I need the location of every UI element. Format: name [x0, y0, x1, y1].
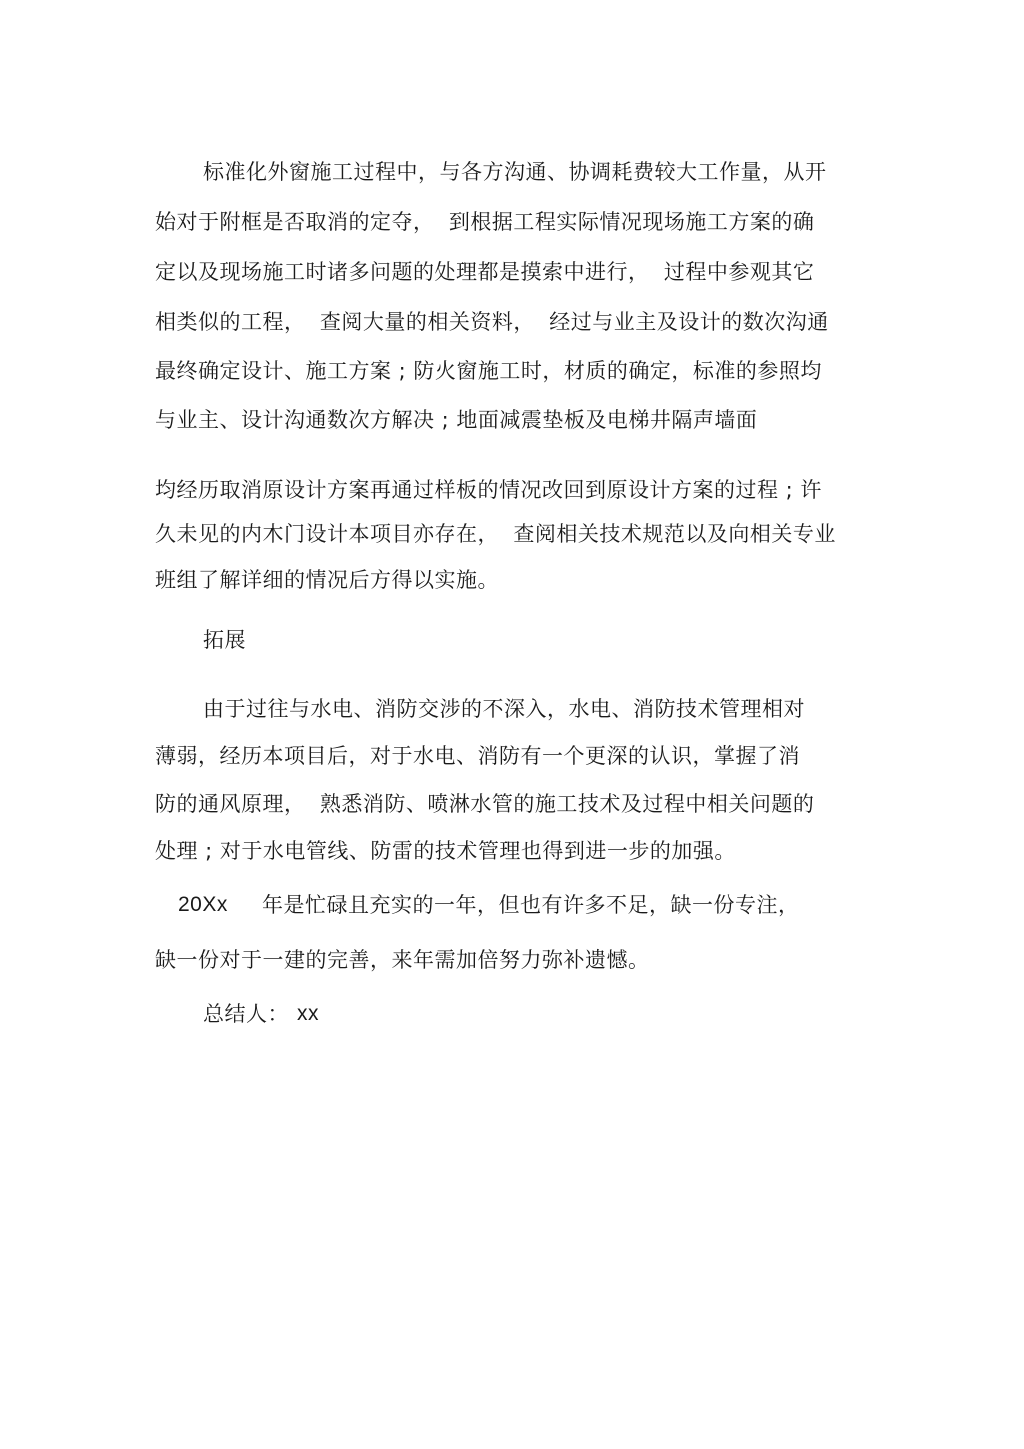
paragraph-1-line-4: 相类似的工程， 查阅大量的相关资料， 经过与业主及设计的数次沟通: [155, 310, 829, 334]
paragraph-2-line-3: 班组了解详细的情况后方得以实施。: [155, 568, 499, 592]
paragraph-1-line-6: 与业主、设计沟通数次方解决 ; 地面减震垫板及电梯井隔声墙面: [155, 408, 758, 432]
signature-name: xx: [297, 1002, 319, 1025]
paragraph-1-line-5: 最终确定设计、施工方案 ; 防火窗施工时，材质的确定，标准的参照均: [155, 359, 822, 383]
section-heading-expand: 拓展: [203, 628, 246, 652]
paragraph-1-line-3: 定以及现场施工时诸多问题的处理都是摸索中进行， 过程中参观其它: [155, 260, 815, 284]
paragraph-3-line-4: 处理 ; 对于水电管线、防雷的技术管理也得到进一步的加强。: [155, 839, 736, 863]
paragraph-3-line-3: 防的通风原理， 熟悉消防、喷淋水管的施工技术及过程中相关问题的: [155, 792, 815, 816]
paragraph-2-line-2: 久未见的内木门设计本项目亦存在， 查阅相关技术规范以及向相关专业: [155, 522, 836, 546]
paragraph-3-line-1: 由于过往与水电、消防交涉的不深入，水电、消防技术管理相对: [203, 697, 805, 721]
paragraph-2-line-1: 均经历取消原设计方案再通过样板的情况改回到原设计方案的过程 ; 许: [155, 478, 822, 502]
paragraph-4-line-1: 年是忙碌且充实的一年，但也有许多不足，缺一份专注，: [262, 893, 800, 917]
signature-label: 总结人：: [203, 1002, 289, 1026]
paragraph-1-line-1: 标准化外窗施工过程中，与各方沟通、协调耗费较大工作量，从开: [203, 160, 827, 184]
year-label: 20Xx: [178, 893, 228, 916]
paragraph-4-line-2: 缺一份对于一建的完善，来年需加倍努力弥补遗憾。: [155, 948, 650, 972]
paragraph-3-line-2: 薄弱，经历本项目后，对于水电、消防有一个更深的认识，掌握了消: [155, 744, 800, 768]
paragraph-1-line-2: 始对于附框是否取消的定夺， 到根据工程实际情况现场施工方案的确: [155, 210, 815, 234]
